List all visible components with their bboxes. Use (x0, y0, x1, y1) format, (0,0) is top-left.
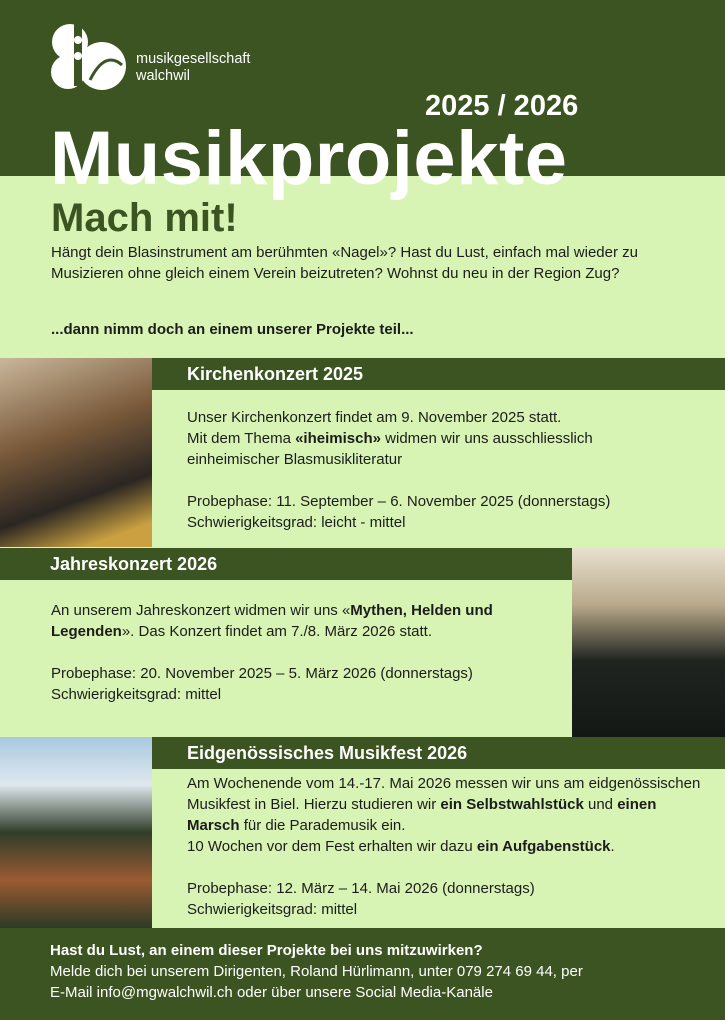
text: widmen wir uns ausschliesslich (380, 430, 593, 447)
text: 10 Wochen vor dem Fest erhalten wir dazu (187, 838, 477, 855)
text-line: einheimischer Blasmusikliteratur (187, 451, 403, 468)
section-title: Eidgenössisches Musikfest 2026 (187, 743, 468, 763)
logo-icon (50, 20, 126, 92)
photo-horn-players (0, 358, 152, 547)
theme: «iheimisch» (295, 430, 381, 447)
highlight: ein Aufgabenstück (476, 838, 611, 855)
section-body-musikfest (187, 773, 712, 920)
intro-text: Hängt dein Blasinstrument am berühmten «Nagel»? Hast du Lust, einfach mal wieder zu Musizieren ohne gleich einem Verein beizutreten? Wohnst du neu in der Region Zug? (51, 244, 638, 282)
section-body-kirchenkonzert (187, 407, 707, 533)
theme: Mythen, Helden und Legenden (51, 602, 493, 640)
footer-email: E-Mail info@mgwalchwil.ch oder über unsere Social Media-Kanäle (50, 984, 493, 1001)
text: An unserem Jahreskonzert widmen wir uns « (51, 602, 351, 619)
page-title: Musikprojekte (50, 116, 568, 201)
text: . (610, 838, 615, 855)
difficulty: Schwierigkeitsgrad: mittel (187, 901, 358, 918)
footer (0, 928, 725, 1020)
photo-parade-musician (0, 737, 152, 928)
text-line (51, 600, 551, 642)
text-block (187, 773, 712, 836)
difficulty: Schwierigkeitsgrad: leicht - mittel (187, 514, 406, 531)
highlight: ein Selbstwahlstück (440, 796, 584, 813)
section-bar-kirchenkonzert (152, 358, 725, 390)
text: ». Das Konzert findet am 7./8. März 2026 statt. (121, 623, 432, 640)
section-body-jahreskonzert (51, 600, 551, 705)
section-title: Jahreskonzert 2026 (50, 554, 218, 574)
rehearsal-period: Probephase: 11. September – 6. November 2025 (donnerstags) (187, 493, 611, 510)
text-line (187, 836, 712, 857)
footer-contact: Melde dich bei unserem Dirigenten, Roland Hürlimann, unter 079 274 69 44, per (50, 963, 583, 980)
text-line: Unser Kirchenkonzert findet am 9. November 2025 statt. (187, 409, 562, 426)
text-line (187, 428, 707, 449)
section-title: Kirchenkonzert 2025 (187, 364, 364, 384)
highlight: einen Marsch (187, 796, 657, 834)
text: und (583, 796, 618, 813)
footer-question: Hast du Lust, an einem dieser Projekte bei uns mitzuwirken? (50, 942, 483, 959)
brand-name (136, 51, 250, 85)
section-bar-jahreskonzert (0, 548, 572, 580)
text: Am Wochenende vom 14.-17. Mai 2026 messen wir uns am eidgenössischen Musikfest in Biel. Hierzu studieren wir (187, 775, 701, 813)
rehearsal-period: Probephase: 20. November 2025 – 5. März 2026 (donnerstags) (51, 665, 473, 682)
brand-line1: musikgesellschaft (136, 51, 251, 67)
season-years: 2025 / 2026 (425, 90, 579, 122)
rehearsal-period: Probephase: 12. März – 14. Mai 2026 (donnerstags) (187, 880, 535, 897)
text: Mit dem Thema (187, 430, 296, 447)
text: für die Parademusik ein. (239, 817, 406, 834)
intro-heading: Mach mit! (51, 196, 238, 240)
intro-lead: ...dann nimm doch an einem unserer Projekte teil... (51, 321, 414, 338)
brand-line2: walchwil (136, 68, 190, 84)
section-bar-musikfest (152, 737, 725, 769)
photo-conductor (572, 548, 725, 737)
difficulty: Schwierigkeitsgrad: mittel (51, 686, 222, 703)
